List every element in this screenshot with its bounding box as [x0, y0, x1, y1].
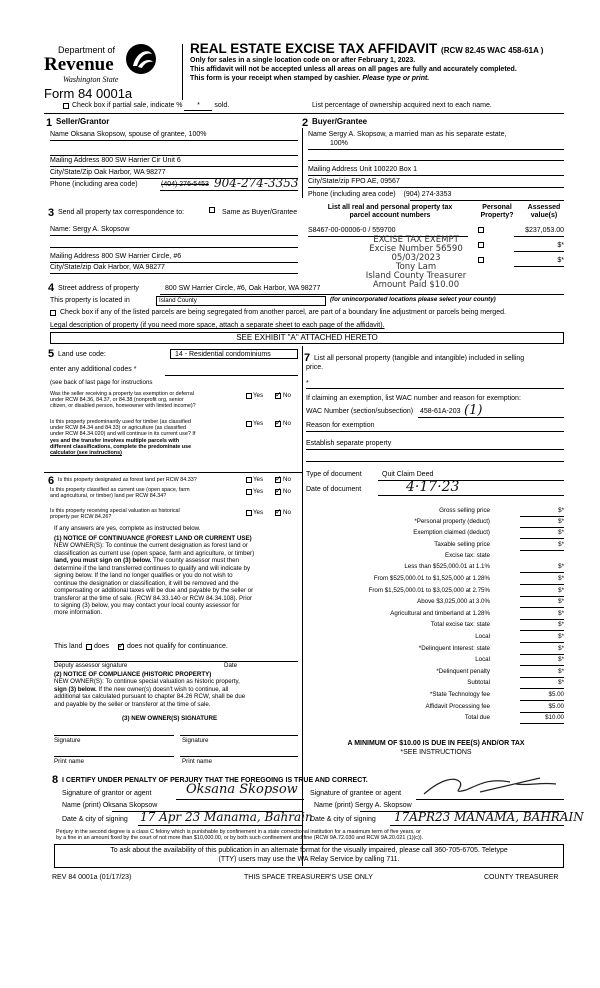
personal-property-field[interactable]: * [306, 380, 309, 387]
calc-row-value[interactable]: $5.00 [548, 702, 564, 710]
street-label: Street address of property [58, 285, 139, 292]
grantee-date-city[interactable]: 17APR23 MANAMA, BAHRAIN [394, 810, 584, 824]
subtitle-1: Only for sales in a single location code on or after February 1, 2023. [190, 57, 416, 64]
county-select[interactable]: Island County [156, 296, 326, 306]
reason-label: Reason for exemption [306, 422, 375, 429]
q-current-use-no-label: No [283, 488, 291, 495]
calc-row-label: Gross selling price [439, 507, 490, 514]
grantor-date-label: Date & city of signing [62, 816, 128, 823]
personal-property-label-2: price. [306, 364, 324, 371]
checkmark-icon: ✓ [275, 486, 282, 495]
calc-row-value[interactable]: $* [558, 609, 564, 617]
personal-property-checkbox-2[interactable] [478, 242, 484, 248]
q-historic-yes-label: Yes [253, 509, 264, 516]
form-number: Form 84 0001a [44, 86, 133, 101]
county-treasurer-label: COUNTY TREASURER [484, 874, 559, 881]
same-as-buyer-checkbox[interactable] [209, 207, 215, 213]
calc-row-label: Exemption claimed (deduct) [413, 529, 490, 537]
additional-codes-label: enter any additional codes * [50, 366, 137, 373]
calc-row-label: Excise tax: state [444, 551, 490, 559]
exemption-claim-label: If claiming an exemption, list WAC number and reason for exemption: [306, 395, 521, 402]
buyer-name-field[interactable]: Name Sergy A. Skopsow, a married man as his separate estate, [308, 131, 507, 138]
q-historic-no-label: No [283, 509, 291, 516]
partial-sale-label: Check box if partial sale, indicate % * sold. [72, 102, 230, 109]
calc-row-value[interactable]: $* [558, 633, 564, 640]
land-use-select[interactable]: 14 - Residential condominiums [170, 349, 298, 359]
calc-row-value[interactable]: $* [558, 598, 564, 606]
calc-row-value[interactable]: $* [558, 586, 564, 594]
segregated-label: Check box if any of the listed parcels are being segregated from another parcel, are part of a boundary line adjustment or parcels being merged. [60, 309, 506, 316]
seller-phone-struck: (404) 276-5453 [161, 181, 209, 188]
legal-desc-label: Legal description of property (if you need more space, attach a separate sheet to each page of the affidavit). [50, 322, 385, 329]
doc-date-handwritten: 4·17·23 [406, 479, 460, 495]
calc-row-label: Affidavit Processing fee [425, 702, 490, 710]
parcel-number-1[interactable]: S8467-00-00006-0 / 559700 [308, 227, 396, 234]
grantor-print-name[interactable]: Name (print) Oksana Skopsow [62, 802, 158, 809]
owner-print-name-2[interactable]: Print name [182, 758, 212, 765]
tax-corr-mail-field[interactable]: Mailing Address 800 SW Harrier Circle, #6 [50, 253, 182, 260]
q-exemption-yes-label: Yes [253, 392, 264, 399]
calc-row-value[interactable]: $10.00 [545, 714, 564, 722]
calc-row-label: Less than $525,000.01 at 1.1% [404, 563, 490, 571]
assessed-value-header: Assessed value(s) [527, 204, 561, 219]
section-6-number: 6 [48, 475, 55, 487]
section-2-number: 2 [302, 117, 309, 129]
calc-row-label: Taxable selling price [434, 540, 490, 548]
seller-heading: Seller/Grantor [56, 117, 110, 126]
personal-property-checkbox-3[interactable] [478, 257, 484, 263]
q-timber-text: Is this property predominantly used for timber (as classified under RCW 84.34 and 84.33) or agriculture (as classified under RCW 84.34.020) and will continue in its current use? If yes and the transfer involves multiple parcels with different classifications, complete the predominate use calculator (see instructions) [50, 419, 196, 457]
revenue-logo-text: Revenue [44, 54, 114, 75]
owner-signature-2[interactable]: Signature [182, 737, 209, 744]
personal-property-label: List all personal property (tangible and intangible) included in selling [314, 355, 525, 362]
treasurer-stamp: EXCISE TAX EXEMPT Excise Number 56590 05/03/2023 Tony Lam Island County Treasurer Amount Paid $10.00 [365, 235, 467, 290]
seller-phone-label: Phone (including area code) [50, 181, 138, 188]
q-timber-yes-label: Yes [253, 420, 264, 427]
personal-property-checkbox-1[interactable] [478, 227, 484, 233]
dept-of-label: Department of [58, 45, 116, 55]
calc-row-value[interactable]: $* [558, 529, 564, 537]
assessed-value-3[interactable]: $* [557, 257, 564, 264]
buyer-city-field[interactable]: City/State/zip FPO AE, 09567 [308, 178, 400, 185]
land-does-checkbox[interactable] [86, 644, 92, 650]
doc-type-field[interactable]: Quit Claim Deed [382, 471, 434, 478]
q-exemption-text: Was the seller receiving a property tax exemption or deferral under RCW 84.36, 84.37, or 84.38 (nonprofit org, senior citizen, or disabled person, homeowner with limited income)? [50, 391, 196, 410]
q-forest-yes-label: Yes [253, 476, 264, 483]
calc-row-value[interactable]: $* [558, 540, 564, 548]
calc-row-label: *Delinquent penalty [436, 667, 490, 675]
unincorporated-note: (for unincorporated locations please select your county) [330, 296, 496, 303]
seller-phone-handwritten: 904-274-3353 [214, 176, 299, 190]
section-3-number: 3 [48, 207, 55, 219]
calc-row-value[interactable]: $* [558, 507, 564, 514]
grantee-print-name[interactable]: Name (print) Sergy A. Skopsow [314, 802, 412, 809]
same-as-buyer-label: Same as Buyer/Grantee [222, 209, 298, 216]
seller-name-field[interactable]: Name Oksana Skopsow, spouse of grantee, 100% [50, 131, 207, 138]
owner-signature-1[interactable]: Signature [54, 737, 81, 744]
tax-corr-name-field[interactable]: Name: Sergy A. Skopsow [50, 226, 130, 233]
section-5-number: 5 [48, 348, 55, 360]
partial-sale-checkbox[interactable] [63, 103, 69, 109]
calc-row-value[interactable]: $* [558, 518, 564, 526]
q-current-use-text: Is this property classified as current use (open space, farm and agricultural, or timber) land per RCW 84.34? [50, 487, 190, 500]
calc-row-label: Above $3,025,000 at 3.0% [417, 598, 490, 606]
tax-corr-label: Send all property tax correspondence to: [58, 209, 185, 216]
complete-instructions: If any answers are yes, complete as instructed below. [54, 525, 201, 532]
section-1-number: 1 [46, 117, 53, 129]
tax-corr-city-field[interactable]: City/State/zip Oak Harbor, WA 98277 [50, 264, 165, 271]
calc-row-value[interactable]: $* [558, 667, 564, 675]
calc-row-label: Local [475, 633, 490, 640]
grantee-date-label: Date & city of signing [310, 816, 376, 823]
q-exemption-yes-checkbox[interactable] [246, 393, 252, 399]
calc-row-label: From $525,000.01 to $1,525,000 at 1.28% [373, 575, 490, 582]
subtitle-3: This form is your receipt when stamped by cashier. Please type or print. [190, 75, 430, 82]
seller-city-field[interactable]: City/State/Zip Oak Harbor, WA 98277 [50, 169, 166, 176]
checkmark-icon: ✓ [275, 474, 282, 483]
form-title: REAL ESTATE EXCISE TAX AFFIDAVIT (RCW 82.45 WAC 458-61A ) [190, 41, 544, 56]
calc-row-label: Agricultural and timberland at 1.28% [390, 609, 490, 617]
list-percentage-note: List percentage of ownership acquired next to each name. [312, 102, 492, 109]
checkmark-icon: ✓ [118, 641, 125, 650]
checkmark-icon: ✓ [275, 418, 282, 427]
new-owner-sig-heading: (3) NEW OWNER(S) SIGNATURE [122, 715, 218, 722]
calc-row-label: Subtotal [467, 679, 490, 687]
buyer-mail-field[interactable]: Mailing Address Unit 100220 Box 1 [308, 166, 417, 173]
q-forest-yes-checkbox[interactable] [246, 477, 252, 483]
q-forest-no-label: No [283, 476, 291, 483]
street-address-field[interactable]: 800 SW Harrier Circle, #6, Oak Harbor, WA 98277 [165, 285, 321, 292]
washington-state-label: Washington State [63, 75, 119, 84]
wac-subsection-handwritten: (1) [464, 403, 483, 418]
assessor-date-label: Date [224, 662, 238, 669]
segregated-checkbox[interactable] [50, 310, 56, 316]
doc-date-label: Date of document [306, 486, 362, 493]
notice-compliance: (2) NOTICE OF COMPLIANCE (HISTORIC PROPERTY) NEW OWNER(S): To continue special valuation as historic property, sign (3) below. If the new owner(s) doesn't wish to continue, all additional tax calculated pursuant to chapter 84.26 RCW, shall be due and payable by the seller or transferor at the time of sale. [54, 671, 246, 708]
buyer-name-line2: 100% [330, 140, 348, 147]
buyer-phone-field[interactable]: Phone (including area code) (904) 274-3353 [308, 191, 452, 198]
checkmark-icon: ✓ [275, 507, 282, 516]
see-instructions-footer: *SEE INSTRUCTIONS [400, 749, 472, 756]
section-7-number: 7 [304, 352, 311, 364]
legal-desc-field[interactable]: SEE EXHIBIT "A" ATTACHED HERETO [50, 332, 564, 344]
wac-label: WAC Number (section/subsection) [306, 408, 414, 415]
q-forest-text: Is this property designated as forest land per RCW 84.33? [58, 477, 197, 483]
grantee-signature[interactable] [420, 772, 560, 800]
calc-row-value[interactable]: $* [558, 563, 564, 571]
perjury-notice: Perjury in the second degree is a class C felony which is punishable by confinement in a state correctional institution for a maximum term of five years, or by a fine in an amount fixed by the court of not more than $10,000.00, or by both such confinement and fine (RCW 9A.72.030 and RCW 9A.20.021 (1)(c)). [56, 829, 424, 842]
form-revision: REV 84 0001a (01/17/23) [52, 874, 132, 881]
land-does-not-label: does not qualify for continuance. [127, 643, 228, 650]
calc-row-label: From $1,525,000.01 to $3,025,000 at 2.75% [368, 586, 490, 594]
treasurer-space-label: THIS SPACE TREASURER'S USE ONLY [244, 874, 373, 881]
q-historic-text: Is this property receiving special valuation as historical property per RCW 84.26? [50, 508, 180, 521]
q-current-use-yes-label: Yes [253, 488, 264, 495]
calc-row-label: Local [475, 656, 490, 664]
alt-format-notice: To ask about the availability of this publication in an alternate format for the visually impaired, please call 360-705-6705. Teletype (TTY) users may use the WA Relay Service by calling 711. [110, 847, 508, 863]
section-8-number: 8 [52, 774, 59, 786]
parcel-header: List all real and personal property tax parcel account numbers [327, 204, 453, 219]
deputy-assessor-label: Deputy assessor signature [54, 662, 128, 669]
this-land-label: This land [54, 643, 83, 650]
checkmark-icon: ✓ [275, 390, 282, 399]
grantor-date-city[interactable]: 17 Apr 23 Manama, Bahrain [140, 810, 313, 824]
grantee-signature-label: Signature of grantee or agent [310, 790, 402, 797]
grantor-signature-label: Signature of grantor or agent [62, 790, 152, 797]
calc-row-label: Total excise tax: state [430, 621, 490, 629]
see-instructions-note: (see back of last page for instructions [50, 379, 153, 386]
assessed-value-1[interactable]: $237,053.00 [525, 227, 564, 234]
calc-row-value[interactable]: $5.00 [548, 691, 564, 698]
calc-row-label: *Personal property (deduct) [414, 518, 490, 526]
q-timber-no-label: No [283, 420, 291, 427]
doc-type-label: Type of document [306, 471, 362, 478]
calc-row-value[interactable]: $* [558, 679, 564, 687]
certify-statement: I CERTIFY UNDER PENALTY OF PERJURY THAT THE FOREGOING IS TRUE AND CORRECT. [62, 777, 368, 784]
calc-row-value[interactable]: $* [558, 621, 564, 629]
calc-row-value[interactable]: $* [558, 656, 564, 664]
seller-mail-field[interactable]: Mailing Address 800 SW Harrier Cir Unit 6 [50, 157, 181, 164]
personal-property-header: Personal Property? [480, 204, 514, 219]
q-current-use-yes-checkbox[interactable] [246, 489, 252, 495]
q-exemption-no-label: No [283, 392, 291, 399]
assessed-value-2[interactable]: $* [557, 242, 564, 249]
located-in-label: This property is located in [50, 297, 130, 304]
owner-print-name-1[interactable]: Print name [54, 758, 84, 765]
calc-row-value[interactable]: $* [558, 644, 564, 652]
q-timber-yes-checkbox[interactable] [246, 421, 252, 427]
grantor-signature[interactable]: Oksana Skopsow [186, 782, 298, 797]
buyer-heading: Buyer/Grantee [312, 117, 368, 126]
section-4-number: 4 [48, 282, 55, 294]
subtitle-2: This affidavit will not be accepted unless all areas on all pages are fully and accurately completed. [190, 66, 517, 73]
calc-row-label: *State Technology fee [429, 691, 490, 698]
land-use-label: Land use code: [58, 351, 106, 358]
land-does-label: does [94, 643, 110, 650]
notice-continuance: (1) NOTICE OF CONTINUANCE (FOREST LAND OR CURRENT USE) NEW OWNER(S): To continue the current designation as forest land or classification as current use (open space, farm and agriculture, or timber) land, you must sign on (3) below. The county assessor must then determine if the land transferred continues to qualify and will indicate by signing below. If the land no longer qualifies or you do not wish to continue the designation or classification, it will be removed and the compensating or additional taxes will be due and payable by the seller or transferor at the time of sale. (RCW 84.33.140 or RCW 84.34.108). Prior to signing (3) below, you may contact your local county assessor for more information. [54, 535, 255, 617]
calc-row-value[interactable]: $* [558, 575, 564, 582]
calc-row-label: *Delinquent Interest: state [418, 644, 490, 652]
dor-logo-icon [124, 42, 158, 76]
wac-number-field[interactable]: 458-61A-203 [420, 408, 461, 415]
calc-row-label: Total due [464, 714, 490, 722]
reason-field[interactable]: Establish separate property [306, 440, 392, 447]
minimum-due-note: A MINIMUM OF $10.00 IS DUE IN FEE(S) AND/OR TAX [347, 740, 525, 747]
q-historic-yes-checkbox[interactable] [246, 510, 252, 516]
